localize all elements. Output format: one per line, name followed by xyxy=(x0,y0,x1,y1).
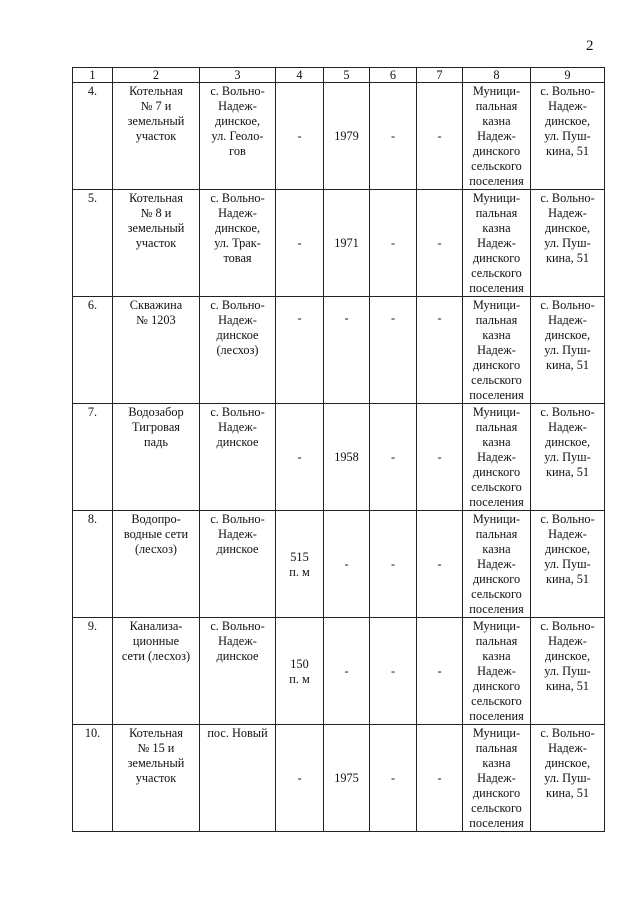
cell-col6: - xyxy=(370,404,417,511)
column-header: 9 xyxy=(531,68,605,83)
cell-col6: - xyxy=(370,725,417,832)
holder: Муници- пальная казна Надеж- динского сельского поселения xyxy=(463,511,531,618)
row-number: 9. xyxy=(73,618,113,725)
holder-address: с. Вольно- Надеж- динское, ул. Пуш- кина, 51 xyxy=(531,297,605,404)
table-row xyxy=(73,83,605,190)
holder-address: с. Вольно- Надеж- динское, ул. Пуш- кина, 51 xyxy=(531,618,605,725)
object-location: с. Вольно- Надеж- динское xyxy=(200,404,276,511)
row-number: 8. xyxy=(73,511,113,618)
cell-col4: 515 п. м xyxy=(276,511,324,618)
table-row xyxy=(73,190,605,297)
column-number-row xyxy=(73,68,605,83)
column-header: 6 xyxy=(370,68,417,83)
holder: Муници- пальная казна Надеж- динского сельского поселения xyxy=(463,404,531,511)
column-header: 7 xyxy=(417,68,463,83)
object-name: Водопро- водные сети (лесхоз) xyxy=(113,511,200,618)
cell-col5: 1975 xyxy=(324,725,370,832)
holder-address: с. Вольно- Надеж- динское, ул. Пуш- кина, 51 xyxy=(531,404,605,511)
cell-col7: - xyxy=(417,190,463,297)
object-location: с. Вольно- Надеж- динское (лесхоз) xyxy=(200,297,276,404)
cell-col7: - xyxy=(417,618,463,725)
cell-col6: - xyxy=(370,618,417,725)
page-number: 2 xyxy=(586,38,594,54)
object-name: Канализа- ционные сети (лесхоз) xyxy=(113,618,200,725)
cell-col4: - xyxy=(276,190,324,297)
object-location: с. Вольно- Надеж- динское xyxy=(200,511,276,618)
column-header: 5 xyxy=(324,68,370,83)
cell-col5: 1971 xyxy=(324,190,370,297)
holder-address: с. Вольно- Надеж- динское, ул. Пуш- кина, 51 xyxy=(531,725,605,832)
cell-col5: - xyxy=(324,618,370,725)
holder: Муници- пальная казна Надеж- динского сельского поселения xyxy=(463,190,531,297)
cell-col7: - xyxy=(417,83,463,190)
cell-col4: - xyxy=(276,725,324,832)
table-row xyxy=(73,297,605,404)
row-number: 5. xyxy=(73,190,113,297)
table-row xyxy=(73,618,605,725)
column-header: 1 xyxy=(73,68,113,83)
object-name: Скважина № 1203 xyxy=(113,297,200,404)
holder: Муници- пальная казна Надеж- динского сельского поселения xyxy=(463,297,531,404)
cell-col4: - xyxy=(276,297,324,404)
holder-address: с. Вольно- Надеж- динское, ул. Пуш- кина, 51 xyxy=(531,83,605,190)
holder: Муници- пальная казна Надеж- динского сельского поселения xyxy=(463,83,531,190)
object-location: с. Вольно- Надеж- динское, ул. Геоло- гов xyxy=(200,83,276,190)
table-row xyxy=(73,404,605,511)
object-name: Котельная № 15 и земельный участок xyxy=(113,725,200,832)
column-header: 8 xyxy=(463,68,531,83)
column-header: 3 xyxy=(200,68,276,83)
object-location: с. Вольно- Надеж- динское, ул. Трак- товая xyxy=(200,190,276,297)
property-registry-table xyxy=(72,67,605,832)
cell-col7: - xyxy=(417,725,463,832)
cell-col4: 150 п. м xyxy=(276,618,324,725)
holder: Муници- пальная казна Надеж- динского сельского поселения xyxy=(463,725,531,832)
cell-col4: - xyxy=(276,404,324,511)
cell-col6: - xyxy=(370,511,417,618)
cell-col5: 1958 xyxy=(324,404,370,511)
cell-col6: - xyxy=(370,190,417,297)
row-number: 6. xyxy=(73,297,113,404)
cell-col7: - xyxy=(417,404,463,511)
holder: Муници- пальная казна Надеж- динского сельского поселения xyxy=(463,618,531,725)
object-name: Котельная № 7 и земельный участок xyxy=(113,83,200,190)
column-header: 4 xyxy=(276,68,324,83)
object-name: Водозабор Тигровая падь xyxy=(113,404,200,511)
cell-col5: - xyxy=(324,511,370,618)
cell-col7: - xyxy=(417,297,463,404)
row-number: 10. xyxy=(73,725,113,832)
cell-col5: - xyxy=(324,297,370,404)
row-number: 7. xyxy=(73,404,113,511)
column-header: 2 xyxy=(113,68,200,83)
cell-col7: - xyxy=(417,511,463,618)
cell-col6: - xyxy=(370,297,417,404)
cell-col4: - xyxy=(276,83,324,190)
table-row xyxy=(73,725,605,832)
holder-address: с. Вольно- Надеж- динское, ул. Пуш- кина, 51 xyxy=(531,190,605,297)
object-location: пос. Новый xyxy=(200,725,276,832)
object-name: Котельная № 8 и земельный участок xyxy=(113,190,200,297)
row-number: 4. xyxy=(73,83,113,190)
object-location: с. Вольно- Надеж- динское xyxy=(200,618,276,725)
holder-address: с. Вольно- Надеж- динское, ул. Пуш- кина, 51 xyxy=(531,511,605,618)
cell-col5: 1979 xyxy=(324,83,370,190)
cell-col6: - xyxy=(370,83,417,190)
table-row xyxy=(73,511,605,618)
